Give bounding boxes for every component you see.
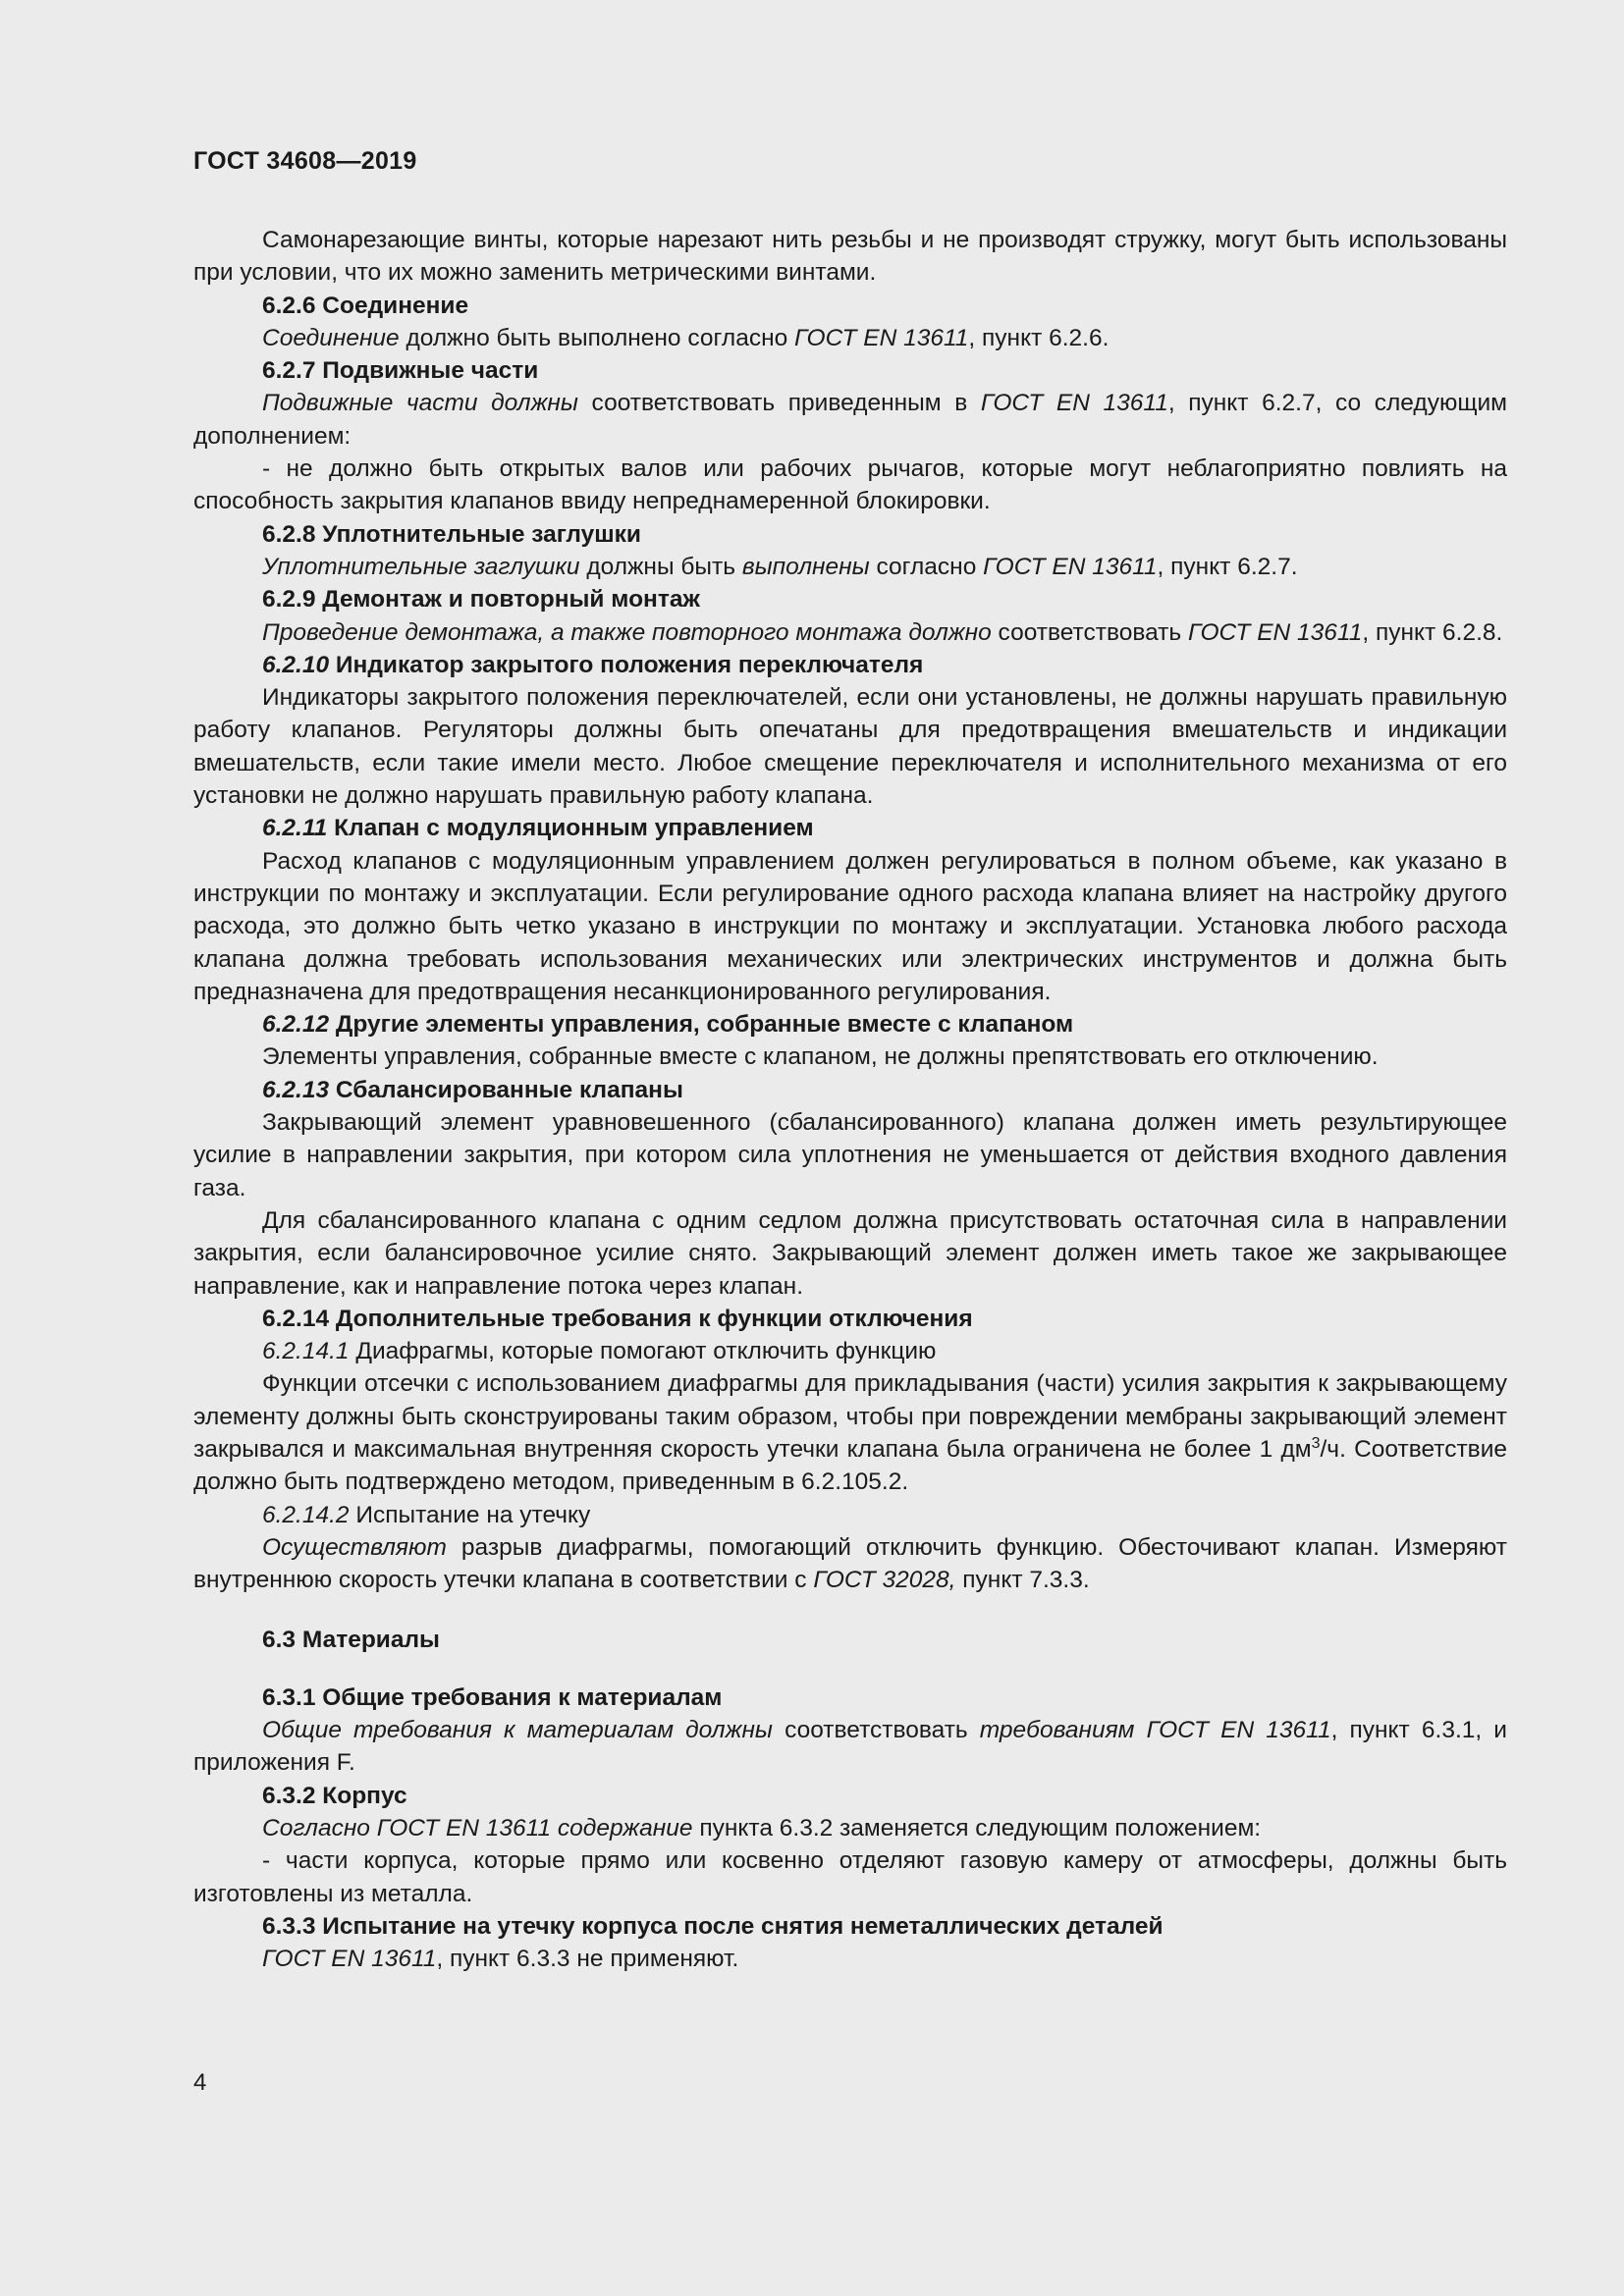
section-heading-6-2-7: 6.2.7 Подвижные части <box>262 357 539 385</box>
list-item: - части корпуса, которые прямо или косвенно отделяют газовую камеру от атмосферы, должны быть изготовлены из металла. <box>193 1847 1507 1907</box>
text: , пункт 6.2.7, со следующим дополнением: <box>193 390 1508 450</box>
text: , пункт 6.3.3 не применяют. <box>436 1946 739 1973</box>
subsection-title: Испытание на утечку <box>349 1501 591 1528</box>
standard-reference: требованиям ГОСТ EN 13611 <box>979 1717 1331 1744</box>
section-title: Сбалансированные клапаны <box>329 1076 683 1103</box>
text: /ч. Соответствие должно быть подтверждено методом, приведенным в 6.2.105.2. <box>193 1435 1508 1496</box>
section-number: 6.2.11 <box>262 815 328 842</box>
paragraph <box>193 1943 1507 1975</box>
italic-text: Уплотнительные заглушки <box>262 553 580 580</box>
section-title: Другие элементы управления, собранные вместе с клапаном <box>329 1011 1074 1039</box>
standard-reference: ГОСТ EN 13611 <box>262 1946 437 1973</box>
section-heading-6-3: 6.3 Материалы <box>262 1627 440 1654</box>
document-body <box>193 224 1507 1975</box>
italic-text: Подвижные части должны <box>262 390 578 417</box>
section-heading-6-2-8: 6.2.8 Уплотнительные заглушки <box>262 520 641 548</box>
section-heading-6-2-13 <box>193 1074 1507 1106</box>
subsection-number: 6.2.14.2 <box>262 1501 350 1528</box>
paragraph <box>193 616 1507 649</box>
paragraph <box>193 1367 1507 1498</box>
paragraph: Расход клапанов с модуляционным управлением должен регулироваться в полном объеме, как указано в инструкции по монтажу и эксплуатации. Если регулирование одного расхода клапана влияет на настройку другого расхода, это должно быть четко указано в инструкции по монтажу и эксплуатации. Установка любого расхода клапана должна требовать использования механических или электрических инструментов и должна быть предназначена для предотвращения несанкционированного регулирования. <box>193 847 1507 1005</box>
standard-reference: ГОСТ EN 13611 <box>983 553 1158 580</box>
text: , пункт 6.2.8. <box>1362 618 1503 646</box>
paragraph: Элементы управления, собранные вместе с клапаном, не должны препятствовать его отключению. <box>262 1043 1379 1071</box>
document-header: ГОСТ 34608—2019 <box>193 147 417 175</box>
paragraph <box>193 1714 1507 1780</box>
paragraph: Самонарезающие винты, которые нарезают нить резьбы и не производят стружку, могут быть использованы при условии, что их можно заменить метрическими винтами. <box>193 227 1507 287</box>
superscript: 3 <box>1311 1434 1321 1452</box>
section-heading-6-2-12 <box>193 1008 1507 1041</box>
section-number: 6.2.10 <box>262 651 330 678</box>
text: должно быть выполнено согласно <box>399 324 795 351</box>
standard-reference: ГОСТ 32028, <box>813 1567 956 1594</box>
section-heading-6-2-6: 6.2.6 Соединение <box>262 292 469 319</box>
text: Функции отсечки с использованием диафрагмы для прикладывания (части) усилия закрытия к закрывающему элементу должны быть сконструированы таким образом, чтобы при повреждении мембраны закрывающий элемент закрывался и максимальная внутренняя скорость утечки клапана была ограничена не более 1 дм <box>193 1370 1507 1463</box>
section-heading-6-2-10 <box>193 649 1507 681</box>
standard-reference: ГОСТ EN 13611 <box>794 324 969 351</box>
text: , пункт 6.2.7. <box>1157 553 1298 580</box>
subsection-heading-6-2-14-1 <box>193 1335 1507 1367</box>
standard-reference: ГОСТ EN 13611 <box>1187 618 1363 646</box>
list-item: - не должно быть открытых валов или рабочих рычагов, которые могут неблагоприятно повлиять на способность закрытия клапанов ввиду непреднамеренной блокировки. <box>193 455 1507 515</box>
section-heading-6-3-2: 6.3.2 Корпус <box>262 1782 407 1809</box>
section-number: 6.2.13 <box>262 1076 330 1103</box>
paragraph <box>193 387 1507 453</box>
text: должны быть <box>579 553 742 580</box>
text: согласно <box>869 553 984 580</box>
text: разрыв диафрагмы, помогающий отключить функцию. Обесточивают клапан. Измеряют внутреннюю скорость утечки клапана в соответствии с <box>193 1533 1507 1594</box>
text: соответствовать <box>772 1717 980 1744</box>
section-title: Клапан с модуляционным управлением <box>327 815 814 842</box>
section-heading-6-2-9: 6.2.9 Демонтаж и повторный монтаж <box>262 586 700 614</box>
section-heading-6-2-14: 6.2.14 Дополнительные требования к функции отключения <box>262 1305 973 1332</box>
section-number: 6.2.12 <box>262 1011 330 1039</box>
section-title: Индикатор закрытого положения переключателя <box>329 651 924 678</box>
text: , пункт 6.2.6. <box>968 324 1110 351</box>
section-heading-6-3-3: 6.3.3 Испытание на утечку корпуса после снятия неметаллических деталей <box>262 1912 1164 1940</box>
subsection-heading-6-2-14-2 <box>193 1499 1507 1531</box>
italic-text: Согласно ГОСТ EN 13611 содержание <box>262 1814 693 1842</box>
text: соответствовать приведенным в <box>577 390 981 417</box>
italic-text: выполнены <box>741 553 870 580</box>
italic-text: Соединение <box>262 324 400 351</box>
subsection-number: 6.2.14.1 <box>262 1338 350 1365</box>
paragraph <box>193 322 1507 354</box>
paragraph: Закрывающий элемент уравновешенного (сбалансированного) клапана должен иметь результирующее усилие в направлении закрытия, при котором сила уплотнения не уменьшается от действия входного давления газа. <box>193 1109 1507 1201</box>
italic-text: Общие требования к материалам должны <box>262 1717 773 1744</box>
subsection-title: Диафрагмы, которые помогают отключить функцию <box>349 1338 937 1365</box>
text: , пункт 6.3.1, и приложения F. <box>193 1717 1507 1777</box>
paragraph <box>193 1812 1507 1844</box>
paragraph <box>193 1531 1507 1597</box>
paragraph: Индикаторы закрытого положения переключателей, если они установлены, не должны нарушать правильную работу клапанов. Регуляторы должны быть опечатаны для предотвращения вмешательств и индикации вмешательств, если такие имели место. Любое смещение переключателя и исполнительного механизма от его установки не должно нарушать правильную работу клапана. <box>193 684 1507 810</box>
section-heading-6-3-1: 6.3.1 Общие требования к материалам <box>262 1683 723 1711</box>
section-heading-6-2-11 <box>193 812 1507 844</box>
paragraph: Для сбалансированного клапана с одним седлом должна присутствовать остаточная сила в направлении закрытия, если балансировочное усилие снято. Закрывающий элемент должен иметь такое же закрывающее направление, как и направление потока через клапан. <box>193 1206 1507 1300</box>
text: соответствовать <box>991 618 1188 646</box>
standard-reference: ГОСТ EN 13611 <box>980 390 1168 417</box>
page-number: 4 <box>193 2069 207 2096</box>
text: пункта 6.3.2 заменяется следующим положением: <box>692 1814 1262 1842</box>
italic-text: Осуществляют <box>262 1533 447 1561</box>
text: пункт 7.3.3. <box>955 1567 1090 1594</box>
italic-text: Проведение демонтажа, а также повторного монтажа должно <box>262 618 992 646</box>
paragraph <box>193 551 1507 583</box>
